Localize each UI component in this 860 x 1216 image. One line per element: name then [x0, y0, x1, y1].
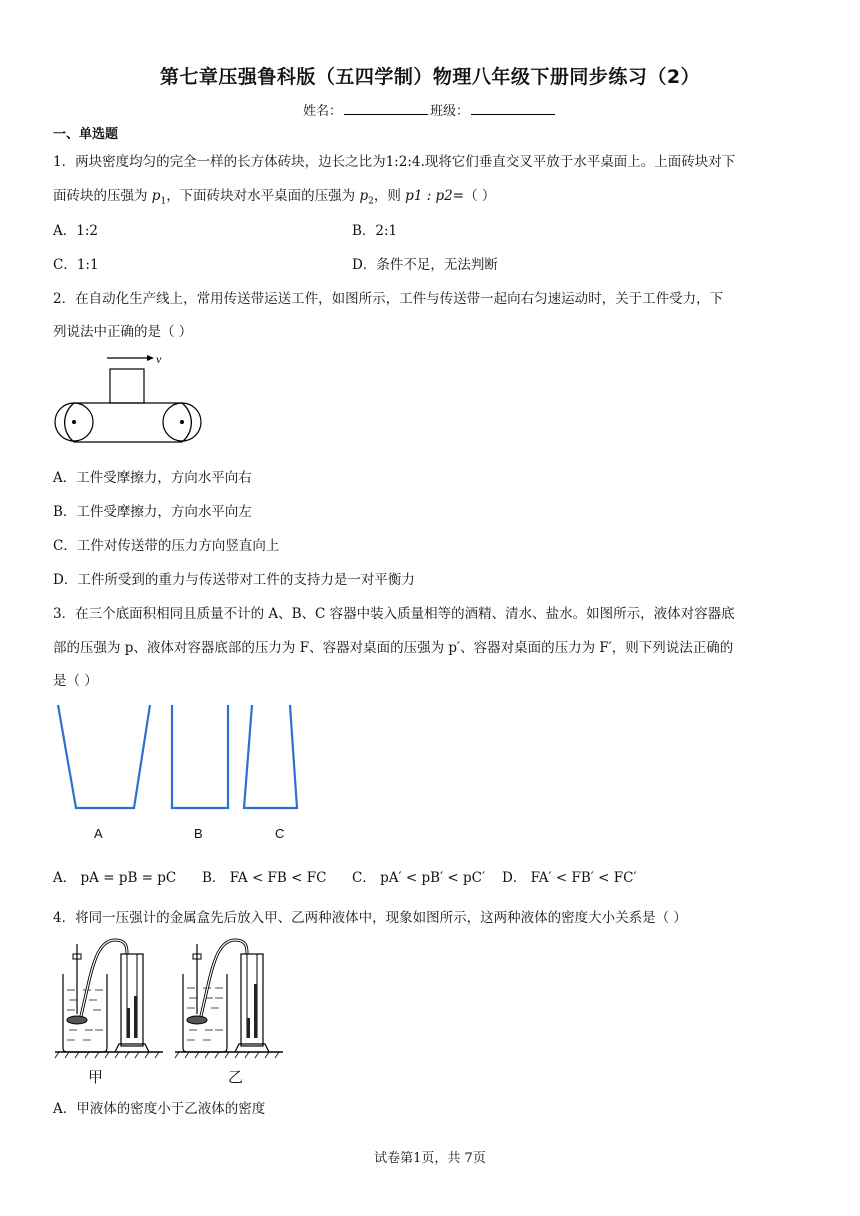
belt-outline	[65, 403, 192, 442]
page-footer: 试卷第1页，共 7页	[374, 1151, 486, 1166]
container-b	[172, 705, 228, 808]
q3-option-c[interactable]: C． pA′ < pB′ < pC′	[352, 870, 486, 886]
containers-diagram	[52, 700, 312, 810]
q4-option-a[interactable]: A．甲液体的密度小于乙液体的密度	[53, 1101, 266, 1117]
velocity-label: v	[156, 352, 162, 366]
q1-option-d[interactable]: D．条件不足，无法判断	[352, 257, 498, 273]
container-a	[58, 705, 150, 808]
q2-option-c[interactable]: C．工件对传送带的压力方向竖直向上	[53, 538, 280, 554]
q2-option-d[interactable]: D．工件所受到的重力与传送带对工件的支持力是一对平衡力	[53, 572, 415, 588]
q1-p1-symbol: p	[151, 188, 161, 204]
q3-stem-line1: 3．在三个底面积相同且质量不计的 A、B、C 容器中装入质量相等的酒精、清水、盐水。如图所示，液体对容器底	[53, 606, 735, 622]
class-blank[interactable]	[471, 102, 555, 115]
q2-option-b[interactable]: B．工件受摩擦力，方向水平向左	[53, 504, 252, 520]
name-label: 姓名：	[302, 104, 342, 119]
q1-option-b[interactable]: B．2:1	[352, 223, 398, 239]
name-blank[interactable]	[344, 102, 428, 115]
q3-stem-line2: 部的压强为 p、液体对容器底部的压力为 F、容器对桌面的压强为 p′、容器对桌面的压力为 F′，则下列说法正确的	[53, 640, 734, 656]
manometer-diagram-jia	[55, 934, 163, 1064]
container-label-b: B	[194, 826, 203, 841]
section-heading: 一、单选题	[53, 127, 119, 142]
q3-option-a[interactable]: A． pA = pB = pC	[53, 870, 177, 886]
diagram-label-yi: 乙	[228, 1069, 244, 1086]
manometer-diagram-yi	[175, 934, 283, 1064]
q2-option-a[interactable]: A．工件受摩擦力，方向水平向右	[53, 470, 252, 486]
q2-stem-line1: 2．在自动化生产线上，常用传送带运送工件，如图所示，工件与传送带一起向右匀速运动时，关于工件受力，下	[53, 291, 724, 307]
q4-stem-line1: 4．将同一压强计的金属盒先后放入甲、乙两种液体中，现象如图所示，这两种液体的密度大小关系是（ ）	[53, 910, 687, 926]
q1-p2-symbol: p	[359, 188, 369, 204]
q3-stem-line3: 是（ ）	[53, 673, 98, 689]
diagram-label-jia: 甲	[88, 1069, 104, 1086]
container-label-c: C	[275, 826, 285, 841]
q1-option-a[interactable]: A．1:2	[53, 223, 98, 239]
q2-stem-line2: 列说法中正确的是（ ）	[53, 324, 193, 340]
q3-option-b[interactable]: B． FA < FB < FC	[202, 870, 327, 886]
q1-option-c[interactable]: C．1:1	[53, 257, 99, 273]
container-label-a: A	[94, 826, 103, 841]
student-info	[0, 100, 860, 119]
q1-stem-line2: 面砖块的压强为 $p_1$，下面砖块对水平桌面的压强为 $p_2$，则 p1 : p2=（ ）	[53, 188, 496, 207]
q3-option-d[interactable]: D． FA′ < FB′ < FC′	[502, 870, 637, 886]
q1-ratio: p1 : p2	[405, 188, 453, 204]
conveyor-belt-diagram	[52, 350, 212, 450]
workpiece-block	[110, 369, 144, 403]
class-label: 班级：	[430, 104, 470, 119]
q1-stem-line1: 1．两块密度均匀的完全一样的长方体砖块，边长之比为1:2:4.现将它们垂直交叉平放于水平桌面上。上面砖块对下	[53, 154, 736, 170]
page-title: 第七章压强鲁科版（五四学制）物理八年级下册同步练习（2）	[159, 66, 701, 88]
container-c	[244, 705, 297, 808]
